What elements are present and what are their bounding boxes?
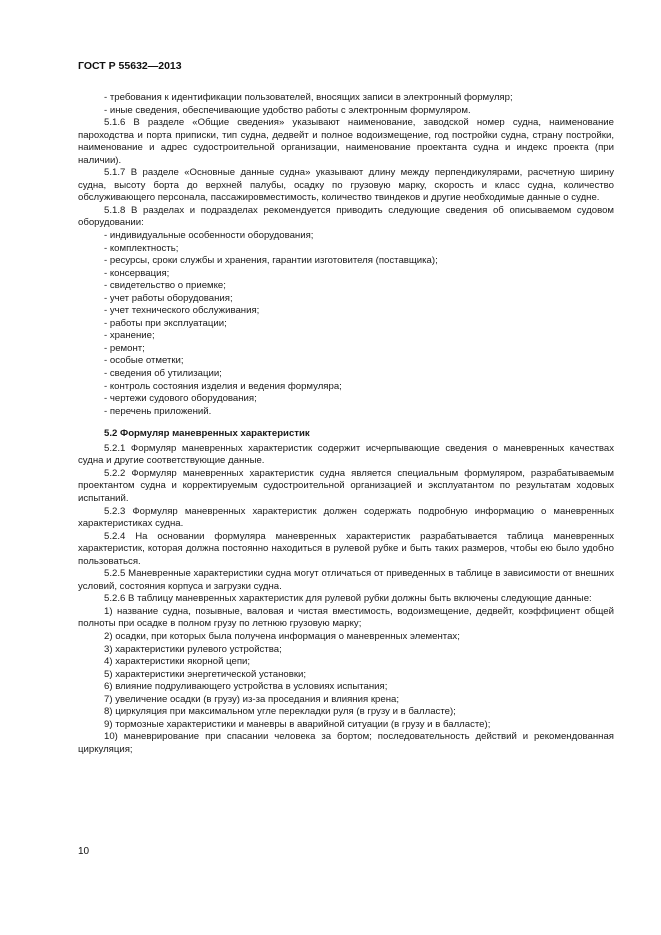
list-item: - учет технического обслуживания;	[104, 305, 260, 317]
numbered-item: 8) циркуляция при максимальном угле перекладки руля (в грузу и в балласте);	[104, 706, 456, 718]
paragraph-5-1-7: 5.1.7 В разделе «Основные данные судна» указывают длину между перпендикулярами, расчетную ширину судна, высоту борта до верхней палубы, осадку по грузовую марку, скорость и класс судна, количество обслуживающего персонала, пассажировместимость, количество твиндеков и другие необходимые данные о судне.	[78, 167, 614, 204]
paragraph-5-2-6: 5.2.6 В таблицу маневренных характеристик для рулевой рубки должны быть включены следующие данные:	[104, 593, 592, 605]
list-item: - сведения об утилизации;	[104, 368, 222, 380]
list-item: - комплектность;	[104, 242, 179, 254]
numbered-item: 4) характеристики якорной цепи;	[104, 656, 251, 668]
numbered-item: 5) характеристики энергетической установки;	[104, 668, 307, 680]
numbered-item: 3) характеристики рулевого устройства;	[104, 643, 282, 655]
numbered-item: 9) тормозные характеристики и маневры в аварийной ситуации (в грузу и в балласте);	[104, 718, 491, 730]
list-item: - консервация;	[104, 267, 170, 279]
numbered-item: 6) влияние подруливающего устройства в условиях испытания;	[104, 681, 388, 693]
list-item: - особые отметки;	[104, 355, 184, 367]
list-item: - требования к идентификации пользователей, вносящих записи в электронный формуляр;	[104, 92, 513, 103]
list-item: - контроль состояния изделия и ведения формуляра;	[104, 380, 342, 392]
list-item: - хранение;	[104, 330, 155, 342]
maneuvering-data-list	[78, 606, 614, 757]
paragraph-5-2-5: 5.2.5 Маневренные характеристики судна могут отличаться от приведенных в таблице в зависимости от внешних условий, состояния корпуса и загрузки судна.	[78, 568, 614, 592]
paragraph-5-2-3: 5.2.3 Формуляр маневренных характеристик должен содержать подробную информацию о маневренных характеристиках судна.	[78, 505, 614, 530]
paragraph-5-1-8: 5.1.8 В разделах и подразделах рекомендуется приводить следующие сведения об описываемом судовом оборудовании:	[78, 204, 614, 229]
paragraph-5-2-4: 5.2.4 На основании формуляра маневренных характеристик разрабатывается таблица маневренных характеристик, которая должна постоянно находиться в рулевой рубке и быть таких размеров, чтобы ею было удобно пользоваться.	[78, 530, 614, 567]
document-code-header: ГОСТ Р 55632—2013	[78, 60, 182, 72]
list-item: - ресурсы, сроки службы и хранения, гарантии изготовителя (поставщика);	[104, 255, 438, 267]
equipment-info-list	[104, 230, 614, 418]
top-bullet-list	[104, 92, 614, 117]
document-body	[78, 92, 614, 756]
section-heading-5-2: 5.2 Формуляр маневренных характеристик	[104, 428, 310, 440]
list-item: - иные сведения, обеспечивающие удобство работы с электронным формуляром.	[104, 104, 471, 116]
paragraph-5-1-6: 5.1.6 В разделе «Общие сведения» указывают наименование, заводской номер судна, наименование пароходства и порта приписки, тип судна, дедвейт и полное водоизмещение, год постройки судна, страну постройки, наименование и адрес судостроительной организации, наименование проектанта судна и индекс проекта (при наличии).	[78, 117, 614, 166]
paragraph-5-2-1: 5.2.1 Формуляр маневренных характеристик содержит исчерпывающие сведения о маневренных качествах судна и другие соответствующие данные.	[78, 442, 614, 467]
numbered-item: 7) увеличение осадки (в грузу) из-за проседания и влияния крена;	[104, 693, 399, 705]
list-item: - свидетельство о приемке;	[104, 280, 226, 292]
numbered-item: 10) маневрирование при спасании человека за бортом; последовательность действий и рекомендованная циркуляция;	[78, 731, 614, 755]
list-item: - чертежи судового оборудования;	[104, 393, 257, 405]
page-number: 10	[78, 846, 90, 857]
list-item: - учет работы оборудования;	[104, 292, 233, 304]
list-item: - ремонт;	[104, 342, 145, 354]
numbered-item: 2) осадки, при которых была получена информация о маневренных элементах;	[104, 630, 460, 642]
numbered-item: 1) название судна, позывные, валовая и чистая вместимость, водоизмещение, дедвейт, коэффициент общей полноты при осадке в полном грузу по летнюю грузовую марку;	[78, 605, 614, 630]
paragraph-5-2-2: 5.2.2 Формуляр маневренных характеристик судна является специальным формуляром, разрабатываемым проектантом судна и корректируемым судостроительной организацией и эксплуатантом по результатам ходовых испытаний.	[78, 467, 614, 504]
list-item: - индивидуальные особенности оборудования;	[104, 230, 314, 242]
list-item: - перечень приложений.	[104, 405, 212, 417]
list-item: - работы при эксплуатации;	[104, 317, 227, 329]
